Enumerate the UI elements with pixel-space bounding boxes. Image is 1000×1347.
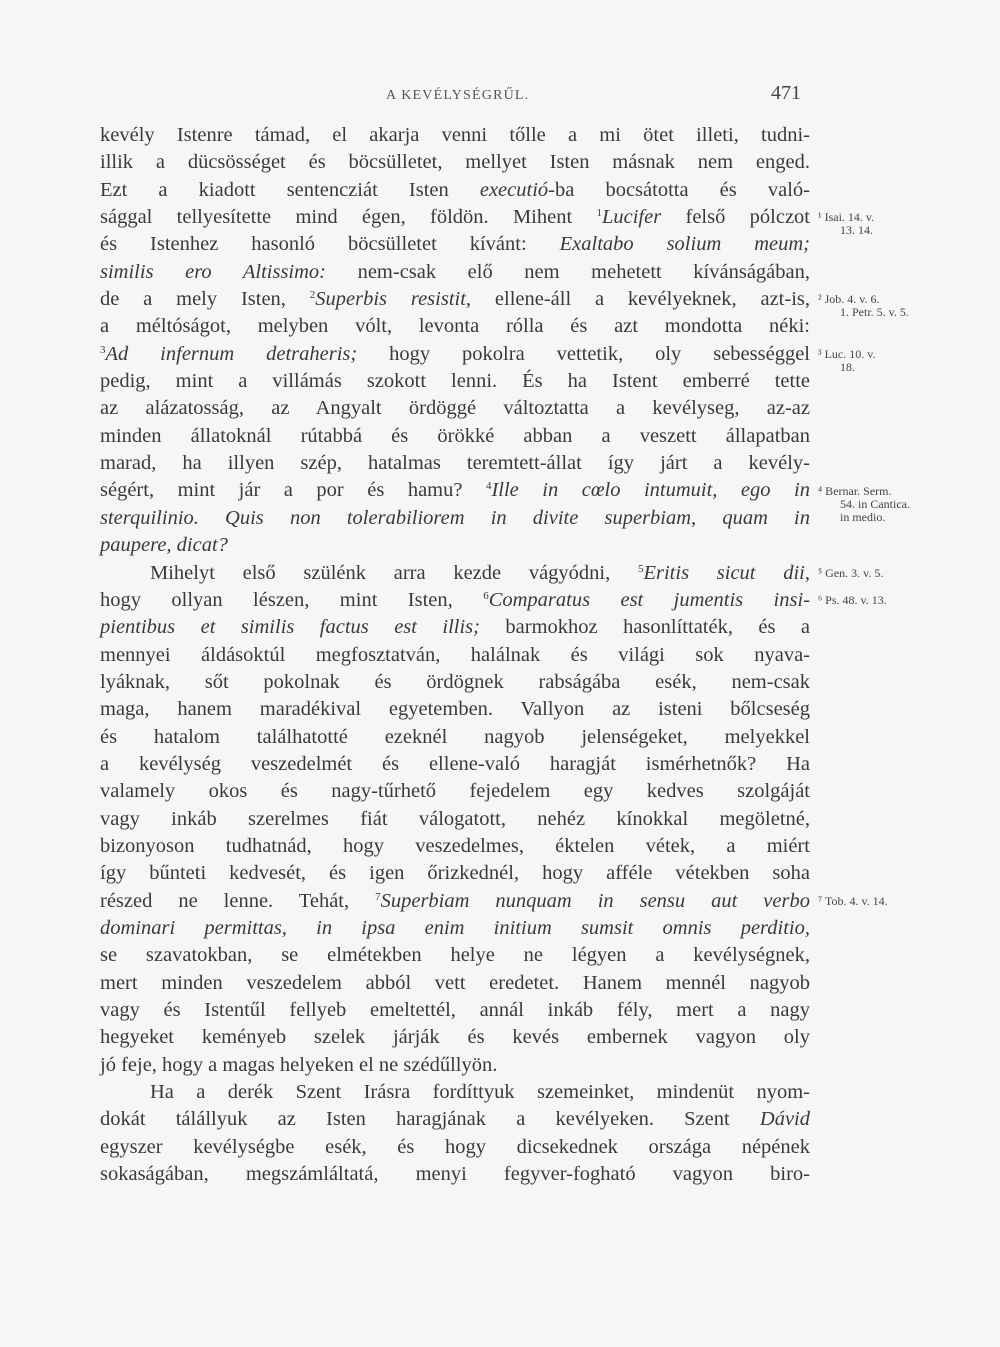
footnote-ref: 1 [596,207,602,220]
running-head: A KEVÉLYSÉGRŰL. [386,88,530,103]
text-run: valamely okos és nagy-tűrhető fejedelem egy kedves szolgáját [100,780,810,803]
text-line [100,1161,810,1188]
text-line [100,833,810,860]
footnote-ref: 5 [637,562,644,575]
text-run: -ba bocsátotta és való- [548,178,810,201]
text-run: sokaságában, megszámláltatá, menyi fegyver-fogható vagyon biro- [100,1163,810,1186]
margin-note-label: ⁴ Bernar. Serm. [818,483,892,498]
text-run: az alázatosság, az Angyalt ördöggé változtatta a kevélyseg, az-az [100,397,810,420]
latin-quote: dominari permittas, in ipsa enim initium sumsit omnis perditio, [100,916,810,939]
margin-note [818,485,943,524]
margin-note-continuation: 18. [840,359,855,374]
latin-quote: Eritis sicut dii, [643,561,810,584]
text-run: sággal tellyesítette mind égen, földön. Mihent [100,206,597,229]
text-line [100,696,810,723]
margin-note-continuation: 1. Petr. 5. v. 5. [840,305,909,320]
text-line [100,778,810,805]
text-run: marad, ha illyen szép, hatalmas teremtett-állat így járt a kevély- [100,452,810,475]
text-line [100,423,810,450]
margin-note-continuation: 13. 14. [840,223,873,238]
footnote-ref: 2 [309,289,316,302]
text-line [100,642,810,669]
text-line [100,970,810,997]
text-run: barmokhoz hasonlíttaték, és a [480,616,811,639]
text-line [100,751,810,778]
text-line [100,532,810,559]
text-run: felső pólczot [661,206,810,229]
text-run: Ezt a kiadott sentencziát Isten [100,178,480,201]
text-run: de a mely Isten, [100,288,310,311]
margin-note [818,567,943,580]
text-line [100,915,810,942]
margin-note [818,895,943,908]
margin-note [818,348,943,374]
text-run: részed ne lenne. Tehát, [100,889,376,912]
text-run: minden állatoknál rútabbá és örökké abban a veszett állapatban [100,424,810,447]
margin-note-label: ⁶ Ps. 48. v. 13. [818,592,887,607]
margin-note [818,594,943,607]
text-line [100,477,810,504]
latin-quote: similis ero Altissimo: [100,260,327,283]
text-line [100,614,810,641]
latin-quote: pientibus et similis factus est illis; [100,616,480,639]
text-run: jó feje, hogy a magas helyeken el ne szédűllyön. [100,1053,498,1076]
text-line [100,942,810,969]
margin-note-label: ⁵ Gen. 3. v. 5. [818,565,884,580]
text-line [100,177,810,204]
text-run: és Istenhez hasonló böcsülletet kívánt: [100,233,560,256]
text-line [100,560,810,587]
latin-quote: Lucifer [601,206,662,229]
text-run: és hatalom találhatotté ezeknél nagyob jelenségeket, melyekkel [100,725,810,748]
footnote-ref: 4 [485,480,492,493]
text-run: lyáknak, sőt pokolnak és ördögnek rabságába esék, nem-csak [100,670,810,693]
margin-note-continuation: in medio. [840,509,886,524]
text-run: dokát tálállyuk az Isten haragjának a kevélyeken. Szent [100,1108,760,1131]
latin-quote: executió [479,178,549,201]
text-run: a kevélység veszedelmét és ellene-való haragját ismérhetnők? Ha [100,752,810,775]
text-line [100,313,810,340]
text-line [100,669,810,696]
text-run: Ha a derék Szent Irásra fordíttyuk szemeinket, mindenüt nyom- [150,1081,810,1104]
text-line [100,806,810,833]
text-line [100,724,810,751]
text-run: maga, hanem maradékival egyetemben. Vallyon az isteni bőlcseség [100,698,810,721]
text-line [100,1106,810,1133]
text-run: nem-csak elő nem mehetett kívánságában, [326,260,810,283]
latin-quote: Ille in cœlo intumuit, ego in [491,479,810,502]
margin-note-label: ¹ Isai. 14. v. [818,210,875,225]
text-run: a méltóságot, melyben vólt, levonta rólla és azt mondotta néki: [100,315,810,338]
text-run: ségért, mint jár a por és hamu? [100,479,486,502]
text-run: hogy ollyan lészen, mint Isten, [100,588,484,611]
text-line [100,505,810,532]
text-run: se szavatokban, se elmétekben helye ne légyen a kevélységnek, [100,944,810,967]
margin-note-label: ² Job. 4. v. 6. [818,292,880,307]
footnote-ref: 7 [375,890,381,903]
body-text [100,122,810,1188]
margin-note-label: ³ Luc. 10. v. [818,346,876,361]
text-line [100,888,810,915]
latin-quote: Superbis resistit, [315,288,472,311]
text-run: bizonyoson tudhatnád, hogy veszedelmes, éktelen vétek, a miért [100,834,810,857]
text-line [100,231,810,258]
text-run: vagy inkáb szerelmes fiát válogatott, nehéz kínokkal megöletné, [100,807,810,830]
latin-quote: paupere, dicat? [100,534,228,557]
margin-note-label: ⁷ Tob. 4. v. 14. [818,893,888,908]
text-run: pedig, mint a villámás szokott lenni. És ha Istent emberré tette [100,370,810,393]
text-run: vagy és Istentűl fellyeb emeltettél, annál inkáb fély, mert a nagy [100,999,810,1021]
text-line [100,1079,810,1106]
latin-quote: sterquilinio. Quis non tolerabiliorem in divite superbiam, quam in [100,506,810,529]
text-line [100,1024,810,1051]
text-run: ellene-áll a kevélyeknek, azt-is, [471,288,811,311]
text-line [100,997,810,1024]
text-line [100,395,810,422]
latin-quote: Dávid [759,1108,810,1131]
text-line [100,1134,810,1161]
latin-quote: Superbiam nunquam in sensu aut verbo [380,889,810,912]
page-number: 471 [771,82,801,104]
text-run: kevély Istenre támad, el akarja venni tőlle a mi ötet illeti, tudni- [100,124,810,146]
text-run: egyszer kevélységbe esék, és hogy dicsekednek országa népének [100,1135,810,1158]
text-line [100,368,810,395]
text-line [100,860,810,887]
footnote-ref: 6 [483,589,489,602]
text-line [100,450,810,477]
text-run: mennyei áldásoktúl megfosztatván, halálnak és világi sok nyava- [100,643,810,666]
text-run: mert minden veszedelem abból vett eredetet. Hanem mennél nagyob [100,971,810,994]
text-run: illik a dücsösséget és böcsülletet, mellyet Isten másnak nem enged. [100,151,810,174]
text-line [100,204,810,231]
text-line [100,149,810,176]
text-run: hegyeket keményeb szelek járják és kevés embernek vagyon oly [100,1026,810,1049]
text-run: így bűnteti kedvesét, és igen őrizkednél, hogy afféle vétekben soha [100,862,810,885]
text-line [100,341,810,368]
text-run: hogy pokolra vettetik, oly sebességgel [357,342,810,365]
text-line [100,587,810,614]
latin-quote: Exaltabo solium meum; [559,233,810,256]
text-line [100,1052,810,1079]
latin-quote: Ad infernum detraheris; [105,342,358,365]
text-run: Mihelyt első szülénk arra kezde vágyódni, [150,561,638,584]
footnote-ref: 3 [100,343,106,356]
latin-quote: Comparatus est jumentis insi- [488,588,810,611]
margin-note [818,293,943,319]
margin-note-continuation: 54. in Cantica. [840,496,910,511]
text-line [100,259,810,286]
margin-note [818,211,943,237]
text-line [100,286,810,313]
text-line [100,122,810,149]
